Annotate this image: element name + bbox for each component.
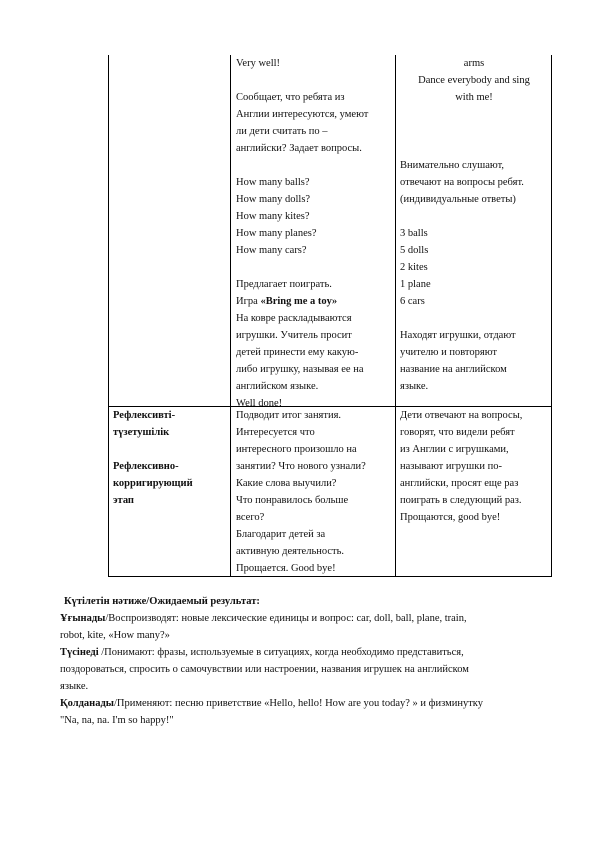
row2-teacher-activity (236, 407, 391, 577)
understand-label: Түсінеді (60, 647, 99, 658)
text-line: английски? Задает вопросы. (236, 143, 362, 154)
text-line: Предлагает поиграть. (236, 279, 332, 290)
text-line: называют игрушки по- (400, 461, 502, 472)
reproduce-text: новые лексические единицы и вопрос: car, doll, ball, plane, train, (181, 613, 467, 624)
text-line: Dance everybody and sing (418, 75, 530, 86)
text-line: Подводит итог занятия. (236, 410, 342, 421)
understand-text: фразы, используемые в ситуациях, когда необходимо представиться, (157, 647, 464, 658)
stage-label: Рефлексивно- (113, 461, 179, 472)
apply-text-cont: "Na, na, na. I'm so happy!" (60, 715, 174, 726)
spacer (113, 441, 226, 458)
apply-sub: /Применяют: (114, 698, 175, 709)
spacer (236, 157, 391, 174)
text-line: Сообщает, что ребята из (236, 92, 345, 103)
reproduce-sub: /Воспроизводят: (105, 613, 182, 624)
question-line: How many cars? (236, 245, 307, 256)
answer-line: 2 kites (400, 262, 428, 273)
row2-stage-name (113, 407, 226, 509)
text-line: Какие слова выучили? (236, 478, 337, 489)
apply-text: песню приветствие «Hello, hello! How are you today? » и физминутку (174, 698, 484, 709)
question-line: How many planes? (236, 228, 317, 239)
text-line: название на английском (400, 364, 507, 375)
game-prefix: Игра (236, 296, 261, 307)
understand-text-cont: языке. (60, 681, 89, 692)
reproduce-text-cont: robot, kite, «How many?» (60, 630, 170, 641)
row1-student-answers (400, 157, 548, 310)
text-line: with me! (455, 92, 493, 103)
table-border-col2 (395, 55, 396, 577)
text-line: Дети отвечают на вопросы, (400, 410, 523, 421)
text-line: детей принести ему какую- (236, 347, 359, 358)
text-line: На ковре раскладываются (236, 313, 352, 324)
text-line: отвечают на вопросы ребят. (400, 177, 524, 188)
stage-label: Рефлексивті- (113, 410, 176, 421)
answer-line: 5 dolls (400, 245, 429, 256)
spacer (236, 72, 391, 89)
reproduce-label: Ұғынады (60, 613, 106, 624)
table-border-col1 (230, 55, 231, 577)
text-line: Англии интересуются, умеют (236, 109, 369, 120)
spacer (400, 208, 548, 225)
text-line: (индивидуальные ответы) (400, 194, 516, 205)
row1-student-game (400, 327, 548, 395)
text-line: английски, просят еще раз (400, 478, 519, 489)
understand-sub: /Понимают: (98, 647, 158, 658)
game-name: «Bring me a toy» (260, 296, 338, 307)
text-line: всего? (236, 512, 265, 523)
text-line: Интересуется что (236, 427, 315, 438)
apply-label: Қолданады (60, 698, 114, 709)
answer-line: 6 cars (400, 296, 425, 307)
text-line: занятии? Что нового узнали? (236, 461, 366, 472)
question-line: How many dolls? (236, 194, 311, 205)
text-line: ли дети считать по – (236, 126, 328, 137)
table-border-left (108, 55, 109, 577)
text-line: arms (463, 58, 485, 69)
text-line: Прощаются, good bye! (400, 512, 501, 523)
table-border-right (551, 55, 552, 577)
stage-label: корригирующий (113, 478, 193, 489)
question-line: How many kites? (236, 211, 310, 222)
results-heading: Күтілетін нәтиже/Ожидаемый результат: (64, 596, 260, 607)
row1-student-activity (400, 55, 548, 106)
results-reproduce (60, 610, 540, 627)
text-line: Well done! (236, 398, 283, 409)
text-line: английском языке. (236, 381, 319, 392)
text-line: учителю и повторяют (400, 347, 497, 358)
text-line: интересного произошло на (236, 444, 357, 455)
understand-text-cont: поздороваться, спросить о самочувствии или настроении, названия игрушек на английском (60, 664, 469, 675)
text-line: Благодарит детей за (236, 529, 326, 540)
row1-teacher-activity (236, 55, 391, 412)
stage-label: түзетушілік (113, 427, 170, 438)
text-line: Прощается. Good bye! (236, 563, 336, 574)
results-apply (60, 695, 540, 712)
expected-results (60, 593, 540, 729)
stage-label: этап (113, 495, 134, 506)
results-understand (60, 644, 540, 661)
text-line: из Англии с игрушками, (400, 444, 509, 455)
row2-student-activity (400, 407, 548, 526)
text-line: активную деятельность. (236, 546, 345, 557)
text-line: Находят игрушки, отдают (400, 330, 516, 341)
spacer (236, 259, 391, 276)
answer-line: 1 plane (400, 279, 431, 290)
answer-line: 3 balls (400, 228, 428, 239)
text-line: говорят, что видели ребят (400, 427, 515, 438)
text-line: языке. (400, 381, 429, 392)
text-line: либо игрушку, называя ее на (236, 364, 364, 375)
game-title (236, 293, 391, 310)
text-line: Внимательно слушают, (400, 160, 505, 171)
question-line: How many balls? (236, 177, 310, 188)
text-line: поиграть в следующий раз. (400, 495, 522, 506)
text-line: Что понравилось больше (236, 495, 349, 506)
text-line: Very well! (236, 58, 281, 69)
text-line: игрушки. Учитель просит (236, 330, 352, 341)
